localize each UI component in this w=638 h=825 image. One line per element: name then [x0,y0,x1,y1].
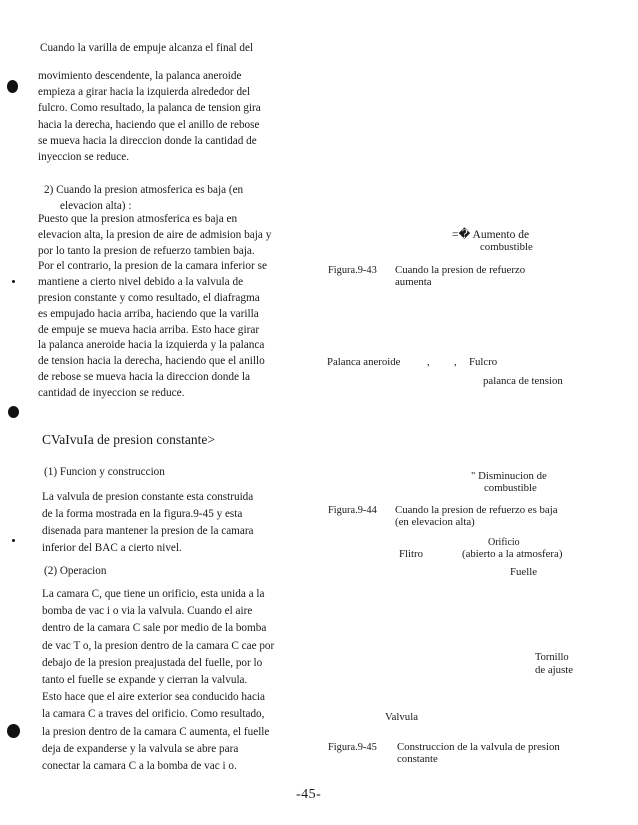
fig44-number: Figura.9-44 [328,505,377,516]
binder-hole-dot-2 [12,539,15,542]
text-line: la palanca aneroide hacia la izquierda y la palanca [38,339,265,352]
text-line: hacia la derecha, haciendo que el anillo de rebose [38,118,260,131]
label-de-ajuste: de ajuste [535,664,574,676]
label-fulcro: Fulcro [469,356,498,368]
text-line: es empujado hacia arriba, haciendo que la varilla [38,307,259,320]
text-line: debajo de la presion preajustada del fuelle, por lo [42,656,263,669]
intro-first-line: Cuando la varilla de empuje alcanza el final del [40,42,254,54]
text-line: movimiento descendente, la palanca aneroide [38,70,242,82]
fig43-number: Figura.9-43 [328,265,377,276]
sub2-title: (2) Operacion [44,565,107,577]
fig44-caption: Cuando la presion de refuerzo es baja (en elevacion alta) [395,504,558,528]
text-line: se mueva hacia la direccion donde la cantidad de [38,134,257,147]
text-line: de empuje se mueva hacia arriba. Esto hace girar [38,323,260,336]
text-line: cantidad de inyeccion se reduce. [38,386,185,399]
text-line: tanto el fuelle se expande y cierran la valvula. [42,674,248,687]
text-line: de vac T o, la presion dentro de la camara C cae por [42,639,275,652]
text-line: inyeccion se reduce. [38,151,130,164]
label-comma-1: , [427,356,430,368]
label-palanca-aneroide: Palanca aneroide [327,356,401,368]
section-title: CVaIvuIa de presion constante> [42,432,215,447]
page-number: -45- [296,787,322,802]
sub1-body [42,489,300,557]
text-line: de rebose se mueva hacia la direccion donde la [38,370,251,383]
label-valvula: Valvula [385,711,418,723]
text-line: La valvula de presion constante esta construida [42,491,254,503]
label-fuelle: Fuelle [510,566,537,578]
label-comma-2: , [454,356,457,368]
decrease-label: " Disminucion de [471,470,547,482]
text-line: fulcro. Como resultado, la palanca de tension gira [38,102,261,115]
increase-label-2: combustible [480,241,533,253]
text-line: bomba de vac i o via la valvula. Cuando el aire [42,605,253,618]
text-line: la camara C a traves del orificio. Como resultado, [42,708,265,721]
decrease-label-2: combustible [484,482,537,494]
text-line: Puesto que la presion atmosferica es baja en [38,213,238,225]
text-line: presion constante y como resultado, el diafragma [38,291,260,304]
label-orificio: Orificio [488,537,520,548]
item2-title: 2) Cuando la presion atmosferica es baja (en elevacion alta) : [44,184,244,213]
text-line: disenada para mantener la presion de la camara [42,525,254,537]
label-filtro: Flitro [399,548,423,560]
text-line: elevacion alta, la presion de aire de admision baja y [38,228,272,241]
text-line: por lo tanto la presion de refuerzo tambien baja. [38,244,255,257]
binder-hole-bottom [7,724,20,738]
text-line: de la forma mostrada en la figura.9-45 y esta [42,508,243,520]
item2-body [38,212,300,402]
text-line: Por el contrario, la presion de la camara inferior se [38,260,267,273]
text-line: dentro de la camara C sale por medio de la bomba [42,622,267,635]
binder-hole-dot-1 [12,280,15,283]
label-abierto: (abierto a la atmosfera) [462,548,563,560]
sub2-body [42,586,300,775]
fig45-caption: Construccion de la valvula de presion constante [397,741,560,765]
increase-label: =� Aumento de [452,229,530,241]
fig45-number: Figura.9-45 [328,742,377,753]
text-line: inferior del BAC a cierto nivel. [42,542,182,554]
text-line: empieza a girar hacia la izquierda alrededor del [38,86,251,99]
text-line: mantiene a cierto nivel debido a la valvula de [38,276,244,289]
text-line: Esto hace que el aire exterior sea conducido hacia [42,691,266,704]
binder-hole-top [7,80,18,93]
label-tornillo: Tornillo [535,652,569,663]
text-line: La camara C, que tiene un orificio, esta unida a la [42,588,265,600]
text-line: la presion dentro de la camara C aumenta, el fuelle [42,725,270,738]
text-line: conectar la camara C a la bomba de vac i o. [42,760,237,773]
label-palanca-tension: palanca de tension [483,375,563,387]
text-line: deja de expanderse y la valvula se abre para [42,742,239,755]
sub1-title: (1) Funcion y construccion [44,466,165,478]
binder-hole-middle [8,406,19,418]
intro-paragraph [38,68,300,165]
fig43-caption: Cuando la presion de refuerzo aumenta [395,264,526,288]
text-line: de tension hacia la derecha, haciendo que el anillo [38,355,265,368]
